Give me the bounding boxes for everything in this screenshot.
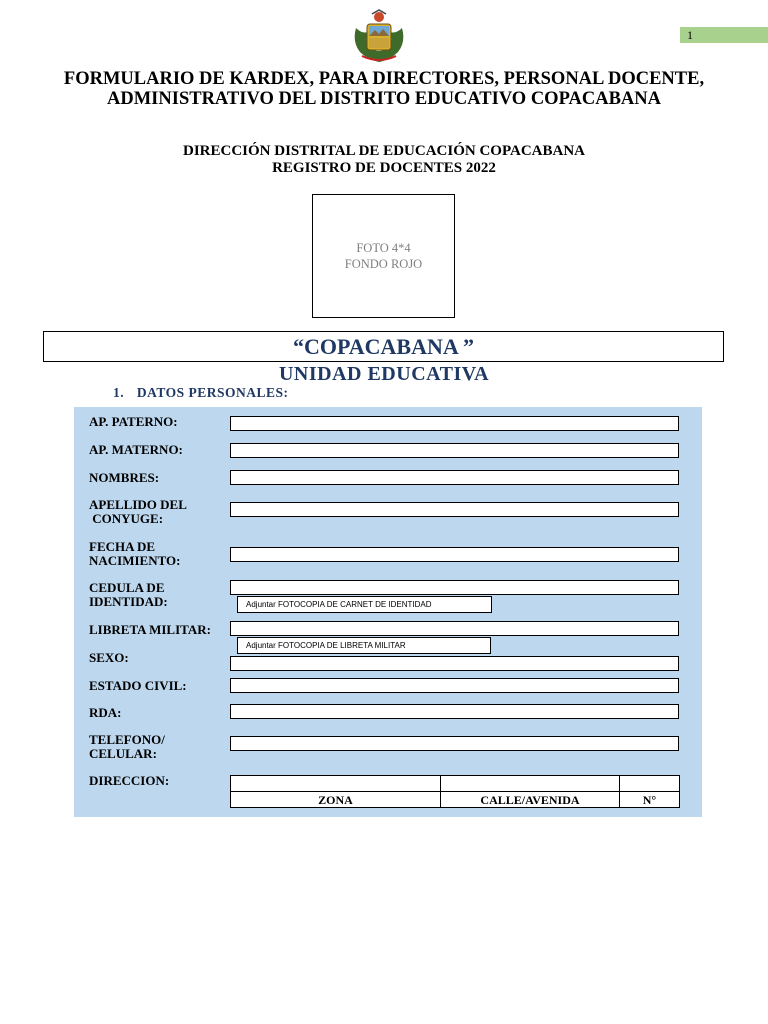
ap-materno-field[interactable] xyxy=(230,443,679,458)
calle-avenida-header: CALLE/AVENIDA xyxy=(441,792,620,808)
estado-civil-field[interactable] xyxy=(230,678,679,693)
subtitle-line-1: DIRECCIÓN DISTRITAL DE EDUCACIÓN COPACABANA xyxy=(183,143,585,159)
ap-paterno-label: AP. PATERNO: xyxy=(89,414,178,429)
ap-paterno-field[interactable] xyxy=(230,416,679,431)
apellido-conyuge-label: APELLIDO DEL CONYUGE: xyxy=(89,497,187,526)
photo-size-text: FOTO 4*4 xyxy=(356,241,411,255)
fecha-nacimiento-label: FECHA DE NACIMIENTO: xyxy=(89,539,181,568)
direccion-label: DIRECCION: xyxy=(89,773,170,788)
photo-background-text: FONDO ROJO xyxy=(344,257,423,271)
cedula-attachment-note: Adjuntar FOTOCOPIA DE CARNET DE IDENTIDAD xyxy=(237,596,492,613)
school-name-box: “COPACABANA ” xyxy=(43,331,724,362)
telefono-field[interactable] xyxy=(230,736,679,751)
calle-avenida-input[interactable] xyxy=(441,776,620,792)
page-number: 1 xyxy=(680,27,768,43)
telefono-label: TELEFONO/ CELULAR: xyxy=(89,732,165,761)
apellido-conyuge-field[interactable] xyxy=(230,502,679,517)
subtitle-line-2: REGISTRO DE DOCENTES 2022 xyxy=(272,160,496,176)
sexo-label: SEXO: xyxy=(89,650,129,665)
libreta-militar-field[interactable] xyxy=(230,621,679,636)
fecha-nacimiento-field[interactable] xyxy=(230,547,679,562)
nombres-label: NOMBRES: xyxy=(89,470,160,485)
ap-materno-label: AP. MATERNO: xyxy=(89,442,183,457)
section-number: 1. xyxy=(113,385,125,400)
direccion-table xyxy=(230,775,679,807)
zona-header: ZONA xyxy=(231,792,441,808)
numero-header: N° xyxy=(620,792,680,808)
cedula-label: CEDULA DE IDENTIDAD: xyxy=(89,580,168,609)
estado-civil-label: ESTADO CIVIL: xyxy=(89,678,187,693)
libreta-attachment-note: Adjuntar FOTOCOPIA DE LIBRETA MILITAR xyxy=(237,637,491,654)
form-title: FORMULARIO DE KARDEX, PARA DIRECTORES, PERSONAL DOCENTE, ADMINISTRATIVO DEL DISTRITO EDUCATIVO COPACABANA xyxy=(63,69,705,109)
school-label: UNIDAD EDUCATIVA xyxy=(278,363,490,385)
zona-input[interactable] xyxy=(231,776,441,792)
rda-field[interactable] xyxy=(230,704,679,719)
nombres-field[interactable] xyxy=(230,470,679,485)
coat-of-arms-emblem xyxy=(350,8,408,64)
rda-label: RDA: xyxy=(89,705,122,720)
photo-placeholder[interactable] xyxy=(312,194,455,318)
section-heading xyxy=(113,385,289,401)
libreta-militar-label: LIBRETA MILITAR: xyxy=(89,622,211,637)
sexo-field[interactable] xyxy=(230,656,679,671)
numero-input[interactable] xyxy=(620,776,680,792)
section-title: DATOS PERSONALES: xyxy=(136,385,289,400)
subtitle xyxy=(40,143,728,177)
cedula-field[interactable] xyxy=(230,580,679,595)
